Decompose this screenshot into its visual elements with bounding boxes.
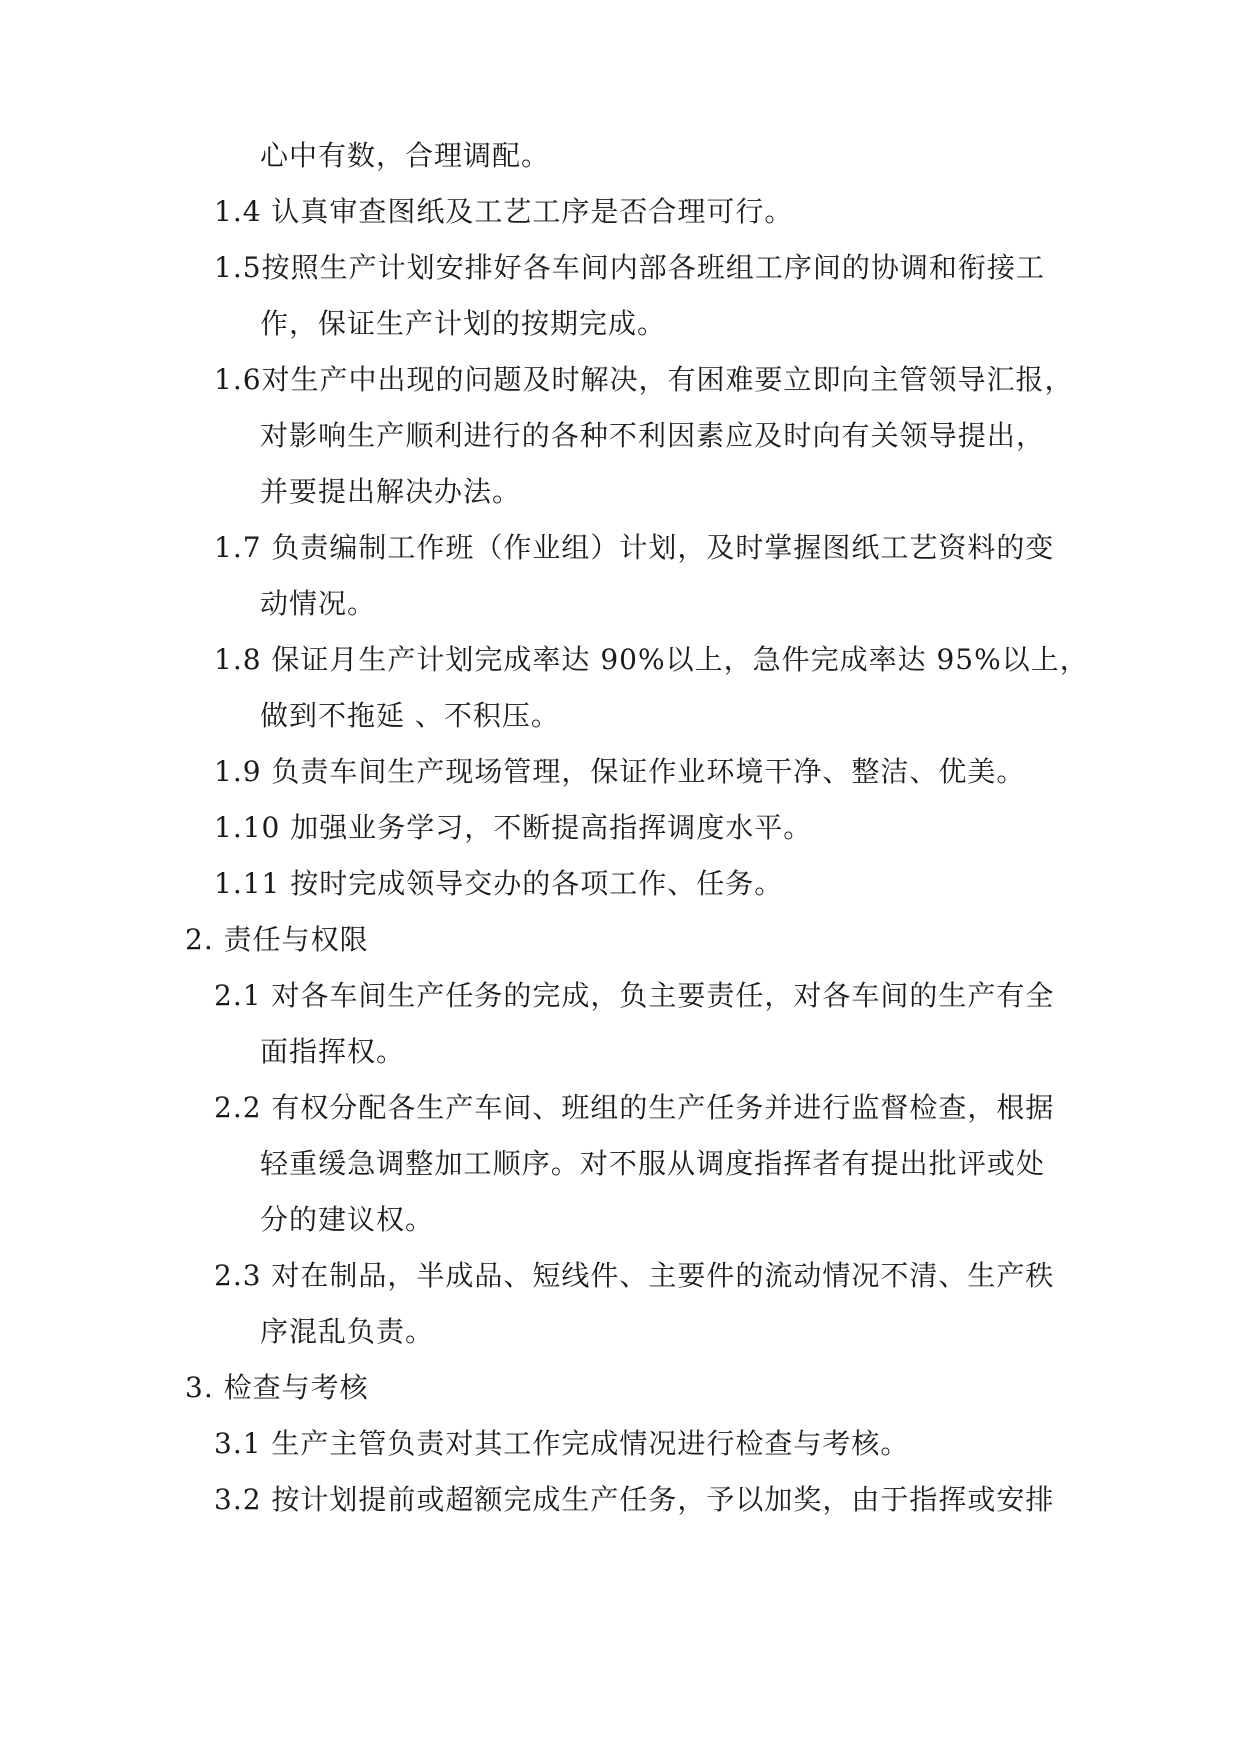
section-heading: 2. 责任与权限 — [185, 923, 369, 956]
text-line: 1.4 认真审查图纸及工艺工序是否合理可行。 — [214, 195, 794, 228]
text-line: 1.7 负责编制工作班（作业组）计划，及时掌握图纸工艺资料的变 — [214, 531, 1055, 564]
text-line: 对影响生产顺利进行的各种不利因素应及时向有关领导提出， — [260, 419, 1045, 452]
text-line: 2.2 有权分配各生产车间、班组的生产任务并进行监督检查，根据 — [214, 1091, 1055, 1124]
text-line: 心中有数，合理调配。 — [260, 139, 551, 172]
text-line: 作，保证生产计划的按期完成。 — [260, 307, 667, 340]
text-line: 3.1 生产主管负责对其工作完成情况进行检查与考核。 — [214, 1427, 910, 1460]
text-line: 3.2 按计划提前或超额完成生产任务，予以加奖，由于指挥或安排 — [214, 1483, 1055, 1516]
text-line: 做到不拖延 、不积压。 — [260, 699, 560, 732]
text-line: 轻重缓急调整加工顺序。对不服从调度指挥者有提出批评或处 — [260, 1147, 1045, 1180]
text-line: 分的建议权。 — [260, 1203, 435, 1236]
text-line: 1.8 保证月生产计划完成率达 90%以上，急件完成率达 95%以上， — [214, 643, 1089, 676]
text-line: 2.3 对在制品，半成品、短线件、主要件的流动情况不清、生产秩 — [214, 1259, 1055, 1292]
section-heading: 3. 检查与考核 — [185, 1371, 369, 1404]
text-line: 1.9 负责车间生产现场管理，保证作业环境干净、整洁、优美。 — [214, 755, 1026, 788]
text-line: 动情况。 — [260, 587, 377, 620]
text-line: 1.11 按时完成领导交办的各项工作、任务。 — [214, 867, 784, 900]
text-line: 面指挥权。 — [260, 1035, 406, 1068]
text-line: 序混乱负责。 — [260, 1315, 435, 1348]
text-line: 并要提出解决办法。 — [260, 475, 522, 508]
text-line: 1.6对生产中出现的问题及时解决，有困难要立即向主管领导汇报， — [214, 363, 1074, 396]
text-line: 2.1 对各车间生产任务的完成，负主要责任，对各车间的生产有全 — [214, 979, 1055, 1012]
text-line: 1.5按照生产计划安排好各车间内部各班组工序间的协调和衔接工 — [214, 251, 1045, 284]
text-line: 1.10 加强业务学习，不断提高指挥调度水平。 — [214, 811, 813, 844]
